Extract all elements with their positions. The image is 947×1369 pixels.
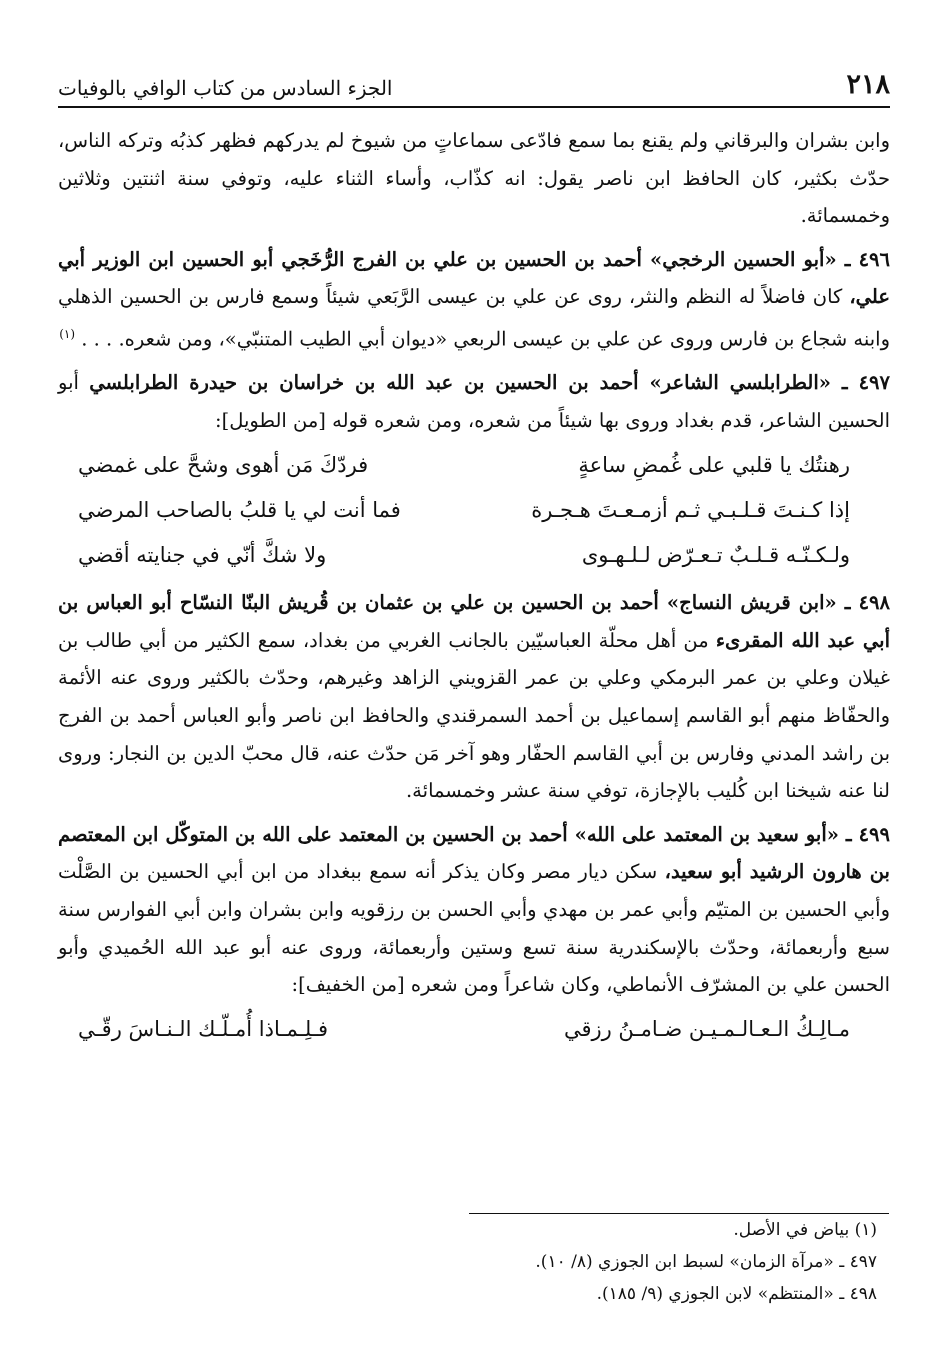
- entry-title: «ابن قريش النساج» أحمد بن الحسين بن علي بن عثمان بن قُريش البنّا النسّاح أبو العباس بن أبي عبد الله المقرىء: [58, 591, 890, 652]
- entry-number: ٤٩٨: [858, 591, 890, 615]
- entry-dash: ـ: [836, 247, 859, 271]
- page-body: [58, 122, 890, 1053]
- verse-second-hemistich: ولا شكَّ أنّي في جنايته أقضي: [78, 542, 327, 567]
- entry-text: كان فاضلاً له النظم والنثر، روى عن علي بن عيسى الرَّبَعي شيئاً وسمع فارس بن الحسين الذهلي وابنه شجاع بن فارس وروى عن علي بن عيسى الربعي «ديوان أبي الطيب المتنبّي»، ومن شعره. . . .: [58, 285, 890, 351]
- verse: [58, 488, 890, 533]
- footnote: ٤٩٧ ـ «مرآة الزمان» لسبط ابن الجوزي (٨/ ١٠).: [535, 1252, 877, 1272]
- entry-text: سكن ديار مصر وكان يذكر أنه سمع ببغداد من ابن أبي الحسين بن الصَّلْت وأبي الحسين بن المتيّم وأبي عمر بن مهدي وأبي الحسن بن رزقويه وابن بشران وابن أبي الفوارس سنة سبع وأربعمائة، وحدّث بالإسكندرية سنة تسع وستين وأربعمائة، وروى عنه أبو عبد الله الحُميدي وأبو الحسن علي بن المشرّف الأنماطي، وكان شاعراً ومن شعره [من الخفيف]:: [58, 860, 890, 997]
- entry-499: [58, 816, 890, 1004]
- entry-497: [58, 364, 890, 439]
- poem-499: [58, 1008, 890, 1053]
- entry-dash: ـ: [836, 591, 859, 615]
- verse: [58, 1008, 890, 1053]
- verse: [58, 443, 890, 488]
- entry-title: «الطرابلسي الشاعر» أحمد بن الحسين بن عبد الله بن خراسان بن حيدرة الطرابلسي: [89, 371, 831, 395]
- entry-text: أبو الحسين الشاعر، قدم بغداد وروى بها شيئاً من شعره، ومن شعره قوله [من الطويل]:: [58, 371, 890, 432]
- opening-paragraph: وابن بشران والبرقاني ولم يقنع بما سمع فادّعى سماعاتٍ من شيوخ لم يدركهم فظهر كذبُه وتركه الناس، حدّث بكثير، كان الحافظ ابن ناصر يقول: انه كذّاب، وأساء الثناء عليه، وتوفي سنة اثنتين وثلاثين وخمسمائة.: [58, 129, 890, 228]
- running-title: الجزء السادس من كتاب الوافي بالوفيات: [58, 76, 393, 100]
- footnote: ٤٩٨ ـ «المنتظم» لابن الجوزي (٩/ ١٨٥).: [596, 1284, 877, 1304]
- entry-text: من أهل محلّة العباسيّين بالجانب الغربي من بغداد، سمع الكثير من أبي طالب بن غيلان وعلي بن عمر البرمكي وعلي بن عمر القزويني الزاهد وغيرهم، وحدّث بالكثير وروى عنه الأئمة والحفّاظ منهم أبو القاسم إسماعيل بن أحمد السمرقندي والحافظ ابن ناصر وأبو العباس أحمد بن الفرج بن راشد المدني وفارس بن أبي القاسم الحفّار وهو آخر مَن حدّث عنه، قال محبّ الدين بن النجار: وروى لنا عنه شيخنا ابن كُليب بالإجازة، توفي سنة عشر وخمسمائة.: [58, 628, 890, 803]
- entry-dash: ـ: [830, 371, 859, 395]
- verse-first-hemistich: ولـكـنّـه قـلـبٌ تـعـرّض لـلـهـوى: [581, 542, 850, 567]
- verse-first-hemistich: إذا كـنـتَ قـلـبـي ثـم أزمـعـتَ هـجـرة: [531, 497, 850, 522]
- entry-number: ٤٩٩: [858, 822, 890, 846]
- page-header: [58, 64, 890, 108]
- verse-second-hemistich: فما أنت لي يا قلبُ بالصاحب المرضي: [78, 497, 401, 522]
- verse-first-hemistich: مـالِـكُ الـعـالـمـيـن ضـامـنُ رزقي: [563, 1017, 850, 1042]
- entry-498: [58, 584, 890, 810]
- entry-title: «أبو الحسين الرخجي» أحمد بن الحسين بن علي بن الفرج الرُّخَجي أبو الحسين ابن الوزير أبي علي،: [58, 247, 890, 309]
- verse-second-hemistich: فردّكَ مَن أهوى وشحَّ على غمضي: [78, 452, 369, 477]
- footnote: (١) بياض في الأصل.: [733, 1220, 877, 1240]
- entry-title: «أبو سعيد بن المعتمد على الله» أحمد بن الحسين بن المعتمد على الله بن المتوكّل ابن المعتصم بن هارون الرشيد أبو سعيد،: [58, 822, 890, 884]
- entry-number: ٤٩٧: [858, 371, 890, 395]
- verse: [58, 533, 890, 578]
- page-number: ٢١٨: [846, 69, 890, 100]
- footnotes: [469, 1213, 889, 1310]
- poem-497: [58, 443, 890, 578]
- entry-496: [58, 241, 890, 358]
- verse-first-hemistich: رهنتُك يا قلبي على غُمضِ ساعةٍ: [578, 452, 850, 477]
- entry-number: ٤٩٦: [858, 247, 890, 271]
- verse-second-hemistich: فـلِـمـاذا أُمـلّـك الـنـاسَ رقّـي: [78, 1017, 328, 1042]
- entry-dash: ـ: [838, 822, 859, 846]
- page: [58, 64, 890, 1053]
- footnote-ref: (١): [59, 326, 76, 341]
